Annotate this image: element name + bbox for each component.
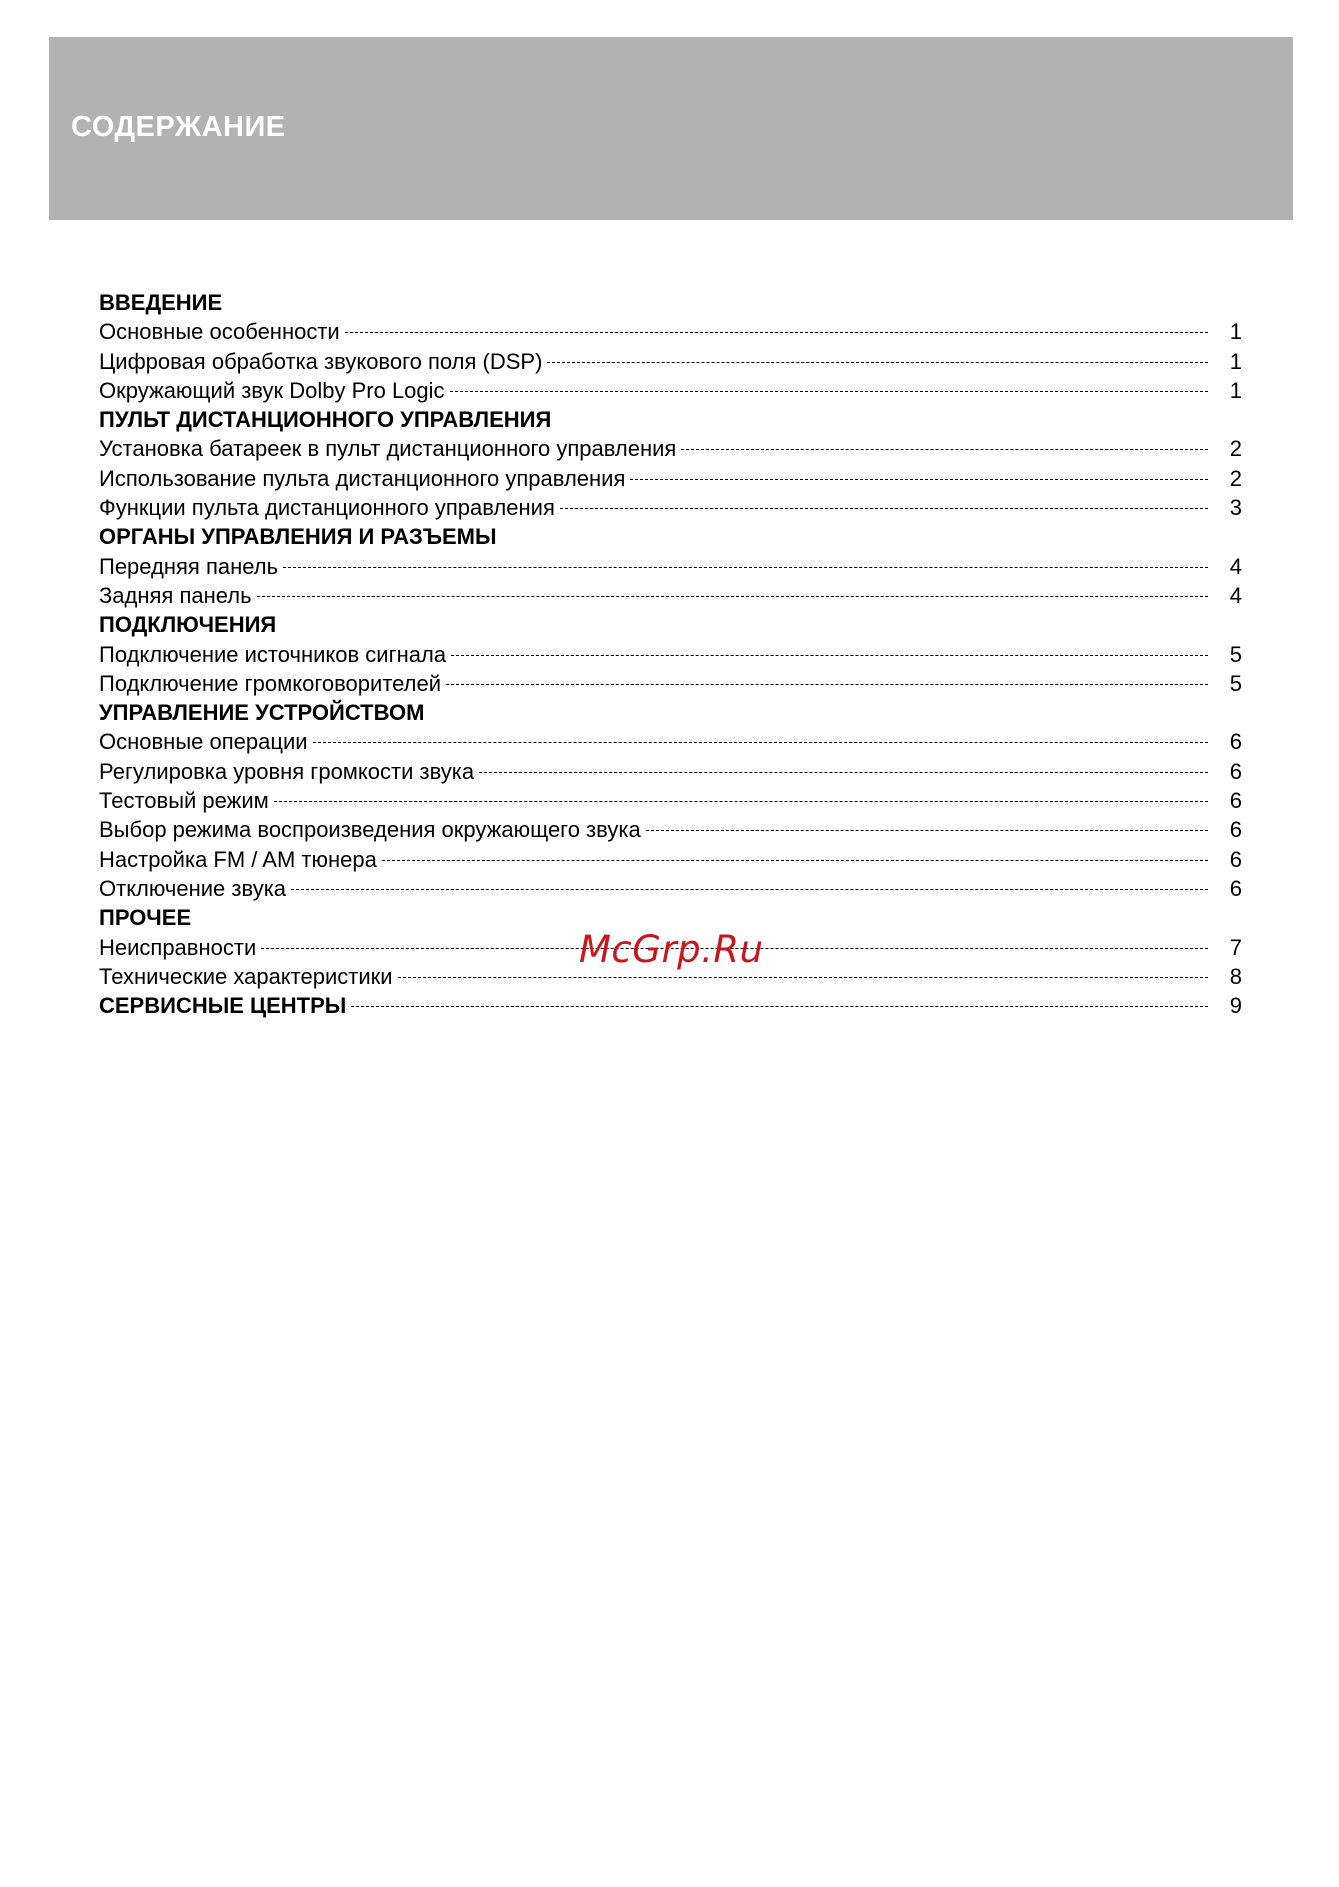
toc-entry-label: Установка батареек в пульт дистанционного управления — [99, 436, 677, 462]
toc-dot-leader — [451, 655, 1208, 656]
toc-entry-label: Основные особенности — [99, 319, 340, 345]
toc-section — [99, 610, 1242, 698]
toc-dot-leader — [351, 1006, 1208, 1007]
toc-dot-leader — [630, 479, 1208, 480]
toc-section — [99, 405, 1242, 522]
toc-entry-label: Задняя панель — [99, 582, 252, 608]
toc-page-number: 1 — [1229, 348, 1242, 374]
toc-dot-leader — [291, 889, 1208, 890]
toc-page-number: 6 — [1229, 875, 1242, 901]
toc-entry-label: Выбор режима воспроизведения окружающего звука — [99, 817, 641, 843]
toc-entry[interactable] — [99, 786, 1242, 815]
toc-entry-label: Тестовый режим — [99, 788, 269, 814]
toc-entry-service-centers[interactable] — [99, 991, 1242, 1020]
toc-page-number: 7 — [1229, 934, 1242, 960]
toc-section-heading: ВВЕДЕНИЕ — [99, 290, 223, 315]
toc-dot-leader — [274, 801, 1208, 802]
toc-page-number: 4 — [1229, 582, 1242, 608]
toc-section-heading: УПРАВЛЕНИЕ УСТРОЙСТВОМ — [99, 700, 425, 726]
toc-dot-leader — [681, 449, 1208, 450]
toc-page-number: 2 — [1229, 436, 1242, 462]
toc-page-number: 6 — [1229, 758, 1242, 784]
toc-dot-leader — [450, 391, 1208, 392]
toc-dot-leader — [283, 567, 1208, 568]
toc-entry[interactable] — [99, 874, 1242, 903]
toc-entry[interactable] — [99, 581, 1242, 610]
toc-dot-leader — [479, 772, 1208, 773]
toc-page-number: 1 — [1229, 319, 1242, 345]
toc-entry-label: Технические характеристики — [99, 963, 393, 989]
toc-entry[interactable] — [99, 727, 1242, 756]
page-title: СОДЕРЖАНИЕ — [71, 111, 286, 143]
toc-dot-leader — [560, 508, 1208, 509]
toc-page-number: 4 — [1229, 553, 1242, 579]
toc-section — [99, 288, 1242, 405]
toc-dot-leader — [257, 596, 1208, 597]
toc-entry[interactable] — [99, 669, 1242, 698]
toc-page-number: 3 — [1229, 495, 1242, 521]
toc-entry-label: Передняя панель — [99, 553, 279, 579]
toc-page-number: 1 — [1229, 377, 1242, 403]
toc-entry-label: Подключение громкоговорителей — [99, 670, 442, 696]
toc-page-number: 6 — [1229, 817, 1242, 843]
toc-entry-label: Подключение источников сигнала — [99, 641, 447, 667]
toc-page-number: 8 — [1229, 963, 1242, 989]
toc-entry-label: СЕРВИСНЫЕ ЦЕНТРЫ — [99, 993, 347, 1019]
toc-page-number: 6 — [1229, 788, 1242, 814]
toc-entry-label: Настройка FM / AM тюнера — [99, 846, 377, 872]
toc-entry-label: Использование пульта дистанционного управления — [99, 465, 626, 491]
toc-entry[interactable] — [99, 464, 1242, 493]
table-of-contents — [99, 288, 1242, 1020]
toc-page-number: 5 — [1229, 641, 1242, 667]
toc-entry[interactable] — [99, 317, 1242, 346]
toc-entry[interactable] — [99, 493, 1242, 522]
toc-entry-label: Окружающий звук Dolby Pro Logic — [99, 377, 445, 403]
toc-dot-leader — [382, 860, 1208, 861]
toc-entry-label: Отключение звука — [99, 875, 287, 901]
header-band — [49, 37, 1293, 220]
toc-entry-label: Основные операции — [99, 729, 308, 755]
toc-entry[interactable] — [99, 376, 1242, 405]
toc-page-number: 6 — [1229, 729, 1242, 755]
toc-section-heading: ПУЛЬТ ДИСТАНЦИОННОГО УПРАВЛЕНИЯ — [99, 407, 552, 433]
toc-section-heading: ОРГАНЫ УПРАВЛЕНИЯ И РАЗЪЕМЫ — [99, 524, 497, 550]
toc-section-heading: ПОДКЛЮЧЕНИЯ — [99, 612, 277, 638]
toc-page-number: 6 — [1229, 846, 1242, 872]
toc-section — [99, 698, 1242, 903]
toc-entry-label: Неисправности — [99, 934, 257, 960]
toc-entry[interactable] — [99, 434, 1242, 463]
toc-section-heading: ПРОЧЕЕ — [99, 905, 192, 931]
toc-page-number: 2 — [1229, 465, 1242, 491]
toc-section — [99, 522, 1242, 610]
toc-dot-leader — [646, 830, 1208, 831]
toc-entry[interactable] — [99, 815, 1242, 844]
toc-entry[interactable] — [99, 757, 1242, 786]
toc-dot-leader — [345, 332, 1208, 333]
toc-page-number: 5 — [1229, 670, 1242, 696]
toc-entry[interactable] — [99, 347, 1242, 376]
toc-entry[interactable] — [99, 845, 1242, 874]
toc-dot-leader — [313, 742, 1208, 743]
toc-entry-label: Функции пульта дистанционного управления — [99, 495, 555, 521]
toc-entry-label: Регулировка уровня громкости звука — [99, 758, 475, 784]
toc-entry[interactable] — [99, 640, 1242, 669]
toc-dot-leader — [446, 684, 1208, 685]
toc-page-number: 9 — [1229, 993, 1242, 1019]
toc-dot-leader — [398, 977, 1208, 978]
toc-entry[interactable] — [99, 552, 1242, 581]
watermark: McGrp.Ru — [579, 928, 764, 971]
toc-dot-leader — [547, 362, 1208, 363]
toc-entry-label: Цифровая обработка звукового поля (DSP) — [99, 348, 543, 374]
